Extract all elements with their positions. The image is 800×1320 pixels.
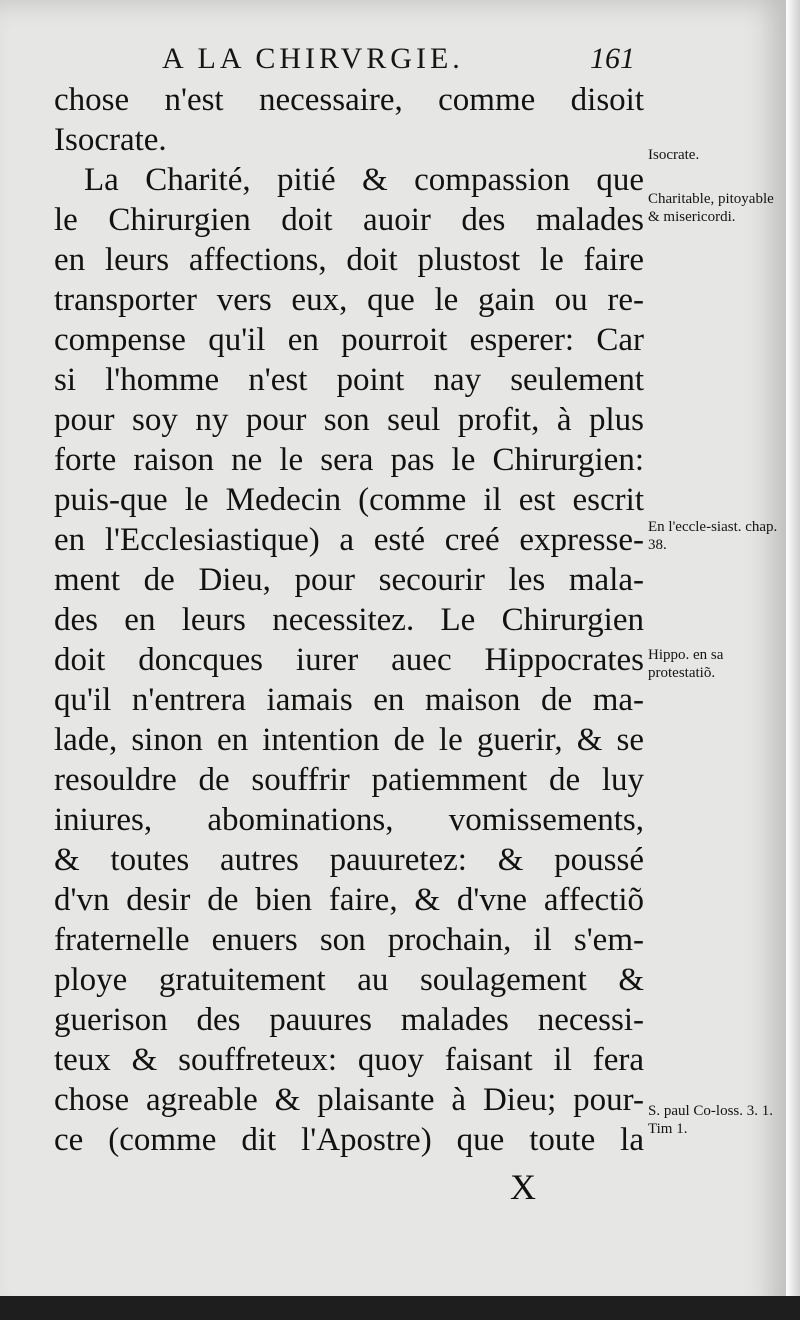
body-text xyxy=(54,80,644,1160)
text-line: fraternelle enuers son prochain, il s'em- xyxy=(54,922,644,958)
text-line: d'vn desir de bien faire, & d'vne affectiõ xyxy=(54,882,644,918)
text-line: puis-que le Medecin (comme il est escrit xyxy=(54,482,644,518)
margin-note-saint-paul: S. paul Co-loss. 3. 1. Tim 1. xyxy=(648,1103,774,1137)
text-line: des en leurs necessitez. Le Chirurgien xyxy=(54,602,644,638)
margin-note-ecclesiastique: En l'eccle-siast. chap. 38. xyxy=(648,519,778,553)
text-line: guerison des pauures malades necessi- xyxy=(54,1002,644,1038)
text-line: compense qu'il en pourroit esperer: Car xyxy=(54,322,644,358)
text-line: La Charité, pitié & compassion que xyxy=(84,162,644,198)
running-head: A LA CHIRVRGIE. xyxy=(162,42,464,75)
book-edge xyxy=(786,0,800,1320)
text-line: iniures, abominations, vomissements, xyxy=(54,802,644,838)
text-line: en l'Ecclesiastique) a esté creé expresse- xyxy=(54,522,644,558)
text-line: en leurs affections, doit plustost le faire xyxy=(54,242,644,278)
text-line: ploye gratuitement au soulagement & xyxy=(54,962,644,998)
text-line: si l'homme n'est point nay seulement xyxy=(54,362,644,398)
text-line: chose agreable & plaisante à Dieu; pour- xyxy=(54,1082,644,1118)
scan-border xyxy=(0,1296,800,1320)
margin-note-hippocrates: Hippo. en sa protestatiõ. xyxy=(648,647,724,681)
text-line: forte raison ne le sera pas le Chirurgien: xyxy=(54,442,644,478)
signature-mark: X xyxy=(510,1167,536,1207)
text-line: & toutes autres pauuretez: & poussé xyxy=(54,842,644,878)
text-line: ment de Dieu, pour secourir les mala- xyxy=(54,562,644,598)
text-line: resouldre de souffrir patiemment de luy xyxy=(54,762,644,798)
text-line: transporter vers eux, que le gain ou re- xyxy=(54,282,644,318)
page-header xyxy=(0,40,790,80)
text-line: ce (comme dit l'Apostre) que toute la xyxy=(54,1122,644,1158)
text-line: pour soy ny pour son seul profit, à plus xyxy=(54,402,644,438)
margin-note-isocrate: Isocrate. xyxy=(648,147,700,163)
text-line: qu'il n'entrera iamais en maison de ma- xyxy=(54,682,644,718)
text-line: doit doncques iurer auec Hippocrates xyxy=(54,642,644,678)
text-line: lade, sinon en intention de le guerir, & se xyxy=(54,722,644,758)
text-line: teux & souffreteux: quoy faisant il fera xyxy=(54,1042,644,1078)
page-number: 161 xyxy=(590,42,635,75)
text-line: chose n'est necessaire, comme disoit xyxy=(54,82,644,118)
margin-note-charitable: Charitable, pitoyable & misericordi. xyxy=(648,191,774,225)
text-line: Isocrate. xyxy=(54,122,167,158)
text-line: le Chirurgien doit auoir des malades xyxy=(54,202,644,238)
